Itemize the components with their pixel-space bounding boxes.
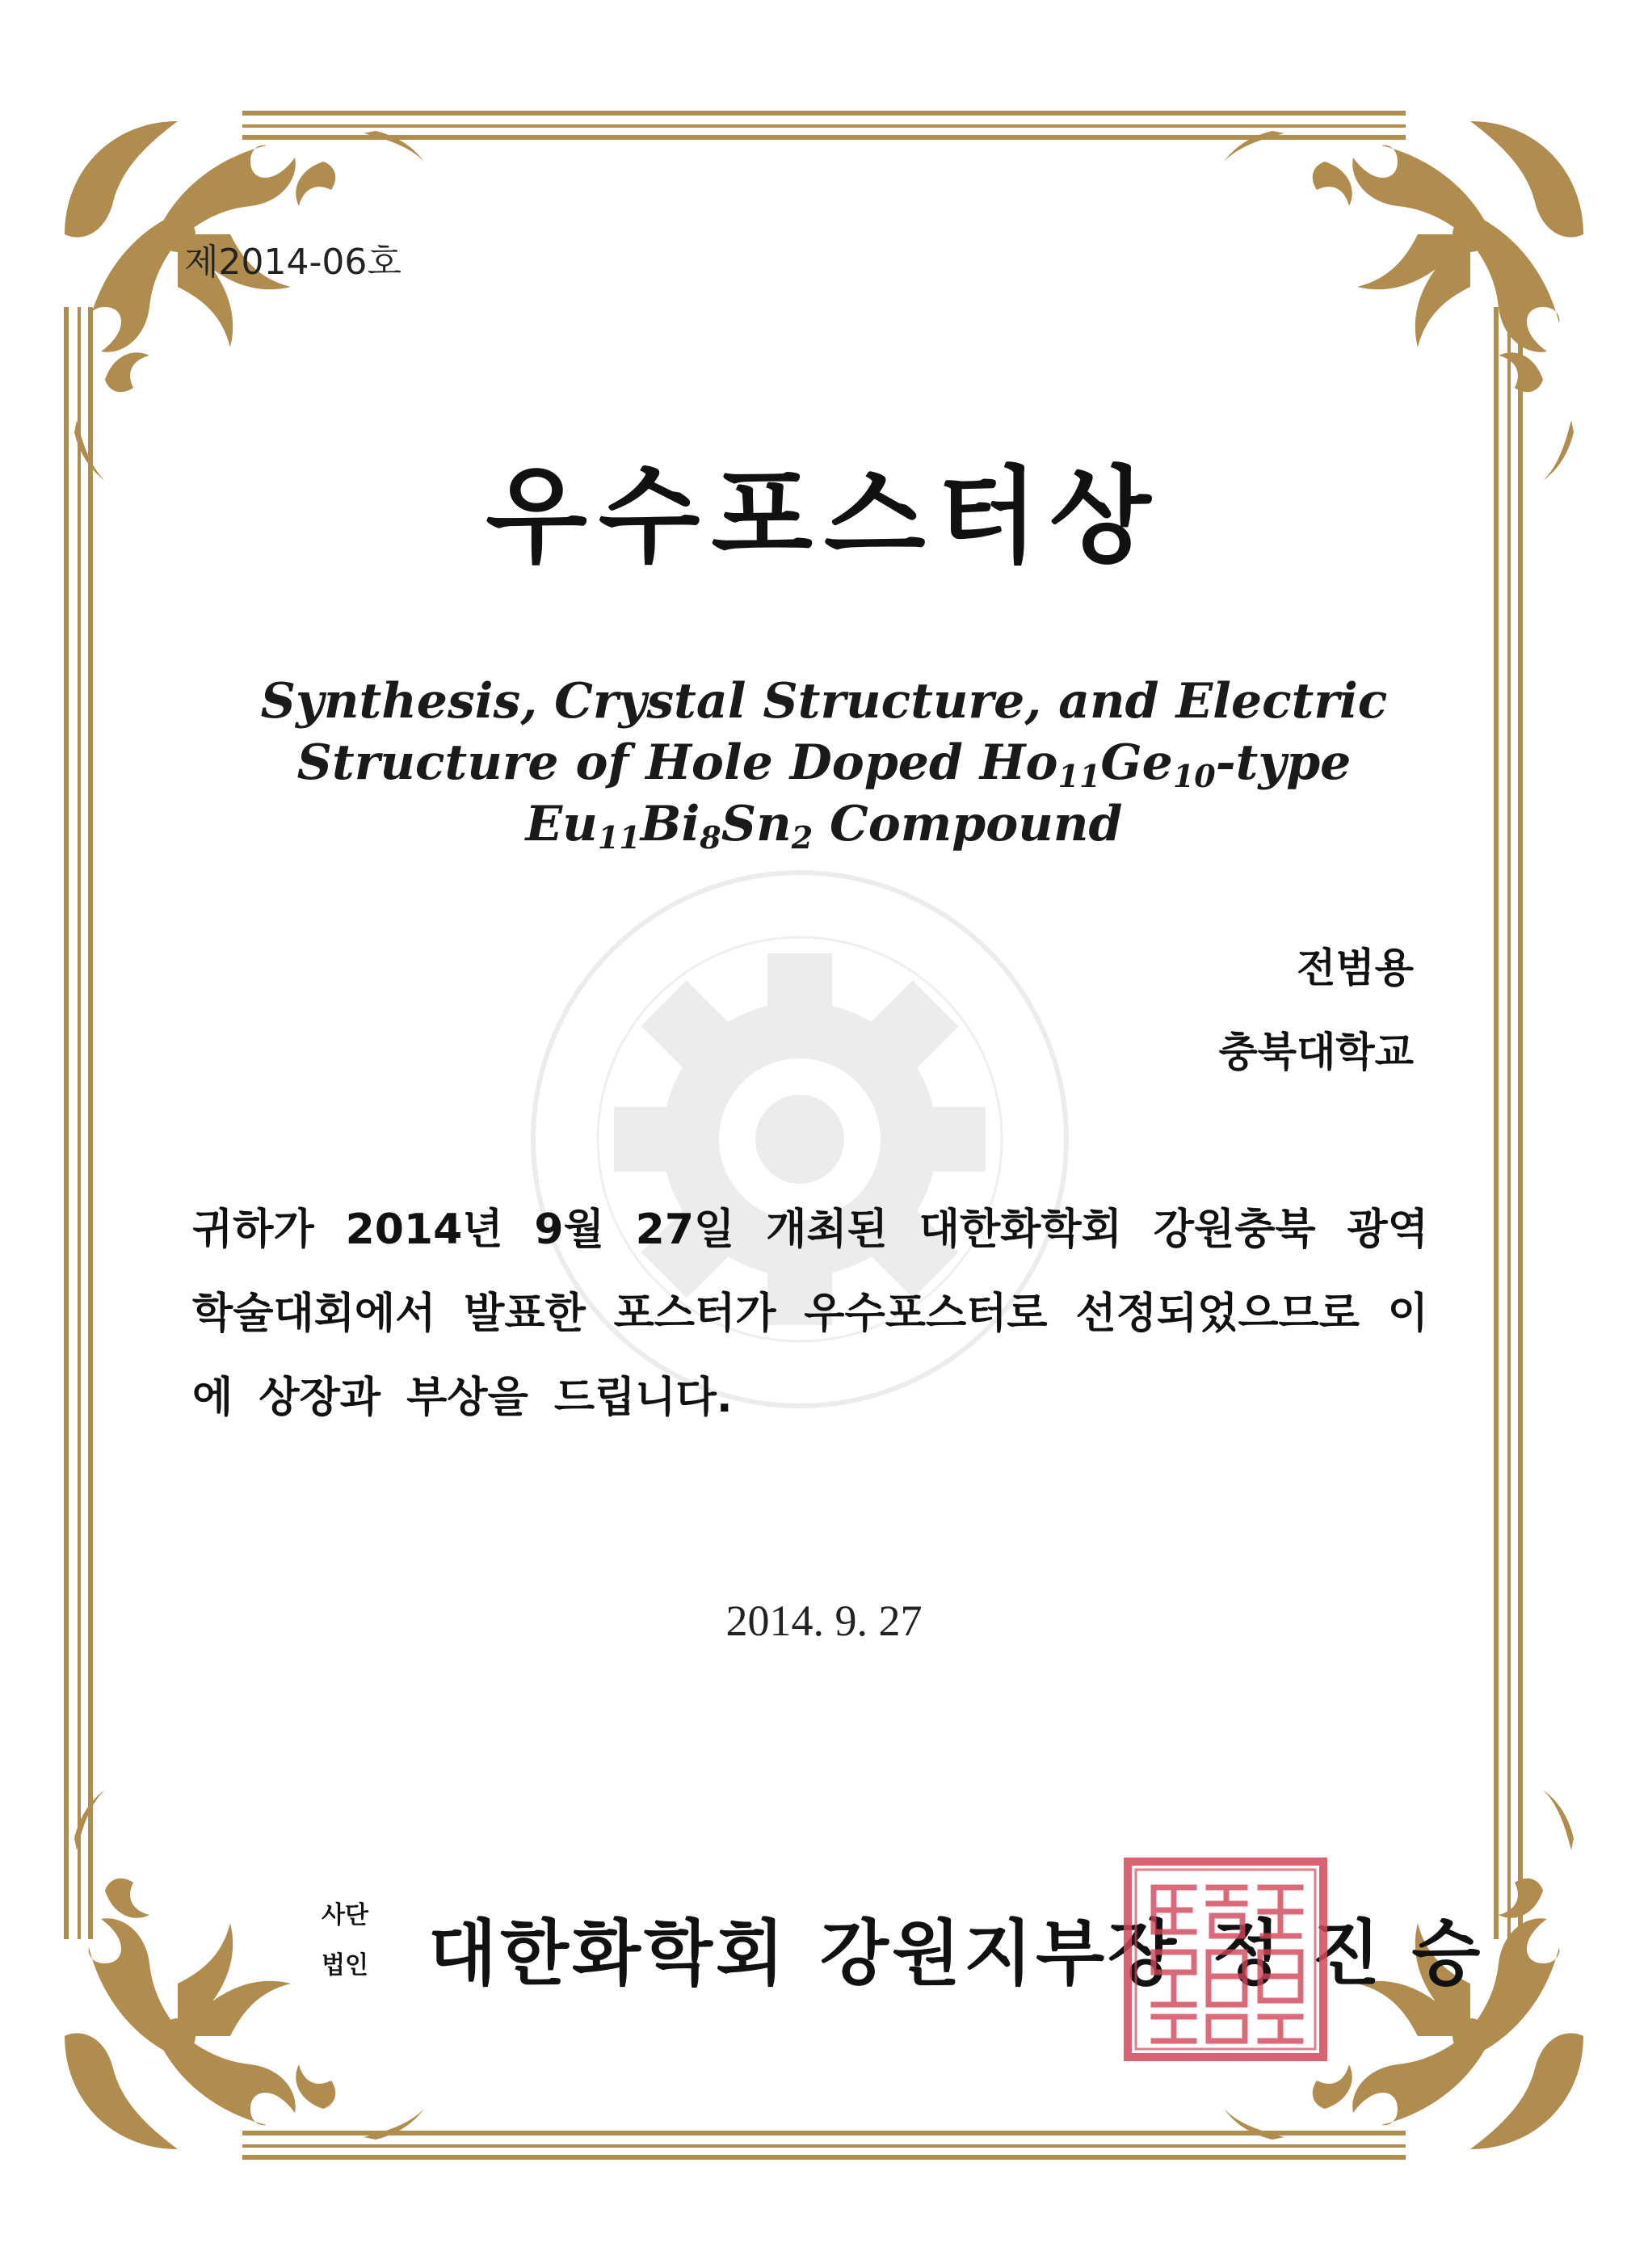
poster-title-line-3: $Eu_{11}Bi_8Sn_2$ Compound (525, 796, 1123, 856)
poster-title (242, 671, 1406, 855)
corporation-label-bottom: 법인 (322, 1951, 368, 1980)
poster-title-line-1: Synthesis, Crystal Structure, and Electric (260, 673, 1388, 730)
award-title: 우수포스터상 (486, 455, 1162, 578)
award-date: 2014. 9. 27 (725, 1597, 923, 1645)
recipient-affiliation: 충북대학교 (1218, 1029, 1414, 1075)
issuer-organization: 대한화학회 (428, 1912, 788, 1995)
issuer-name: 정 진 승 (1212, 1912, 1484, 1995)
issuer-position: 강원지부장 (820, 1912, 1180, 1995)
corporation-label (322, 1891, 368, 1991)
recipient-name: 전범용 (1297, 945, 1414, 991)
award-statement: 귀하가 2014년 9월 27일 개최된 대한화학회 강원충북 광역학술대회에서 발표한 포스터가 우수포스터로 선정되었으므로 이에 상장과 부상을 드립니다. (192, 1206, 1428, 1422)
official-seal-stamp (1121, 1855, 1330, 2064)
certificate-number: 제2014-06호 (184, 242, 401, 283)
corporation-label-top: 사단 (322, 1901, 368, 1929)
issuer-line (428, 1897, 1516, 1999)
poster-title-line-2: Structure of Hole Doped $Ho_{11}Ge_{10}$-type (296, 734, 1352, 794)
